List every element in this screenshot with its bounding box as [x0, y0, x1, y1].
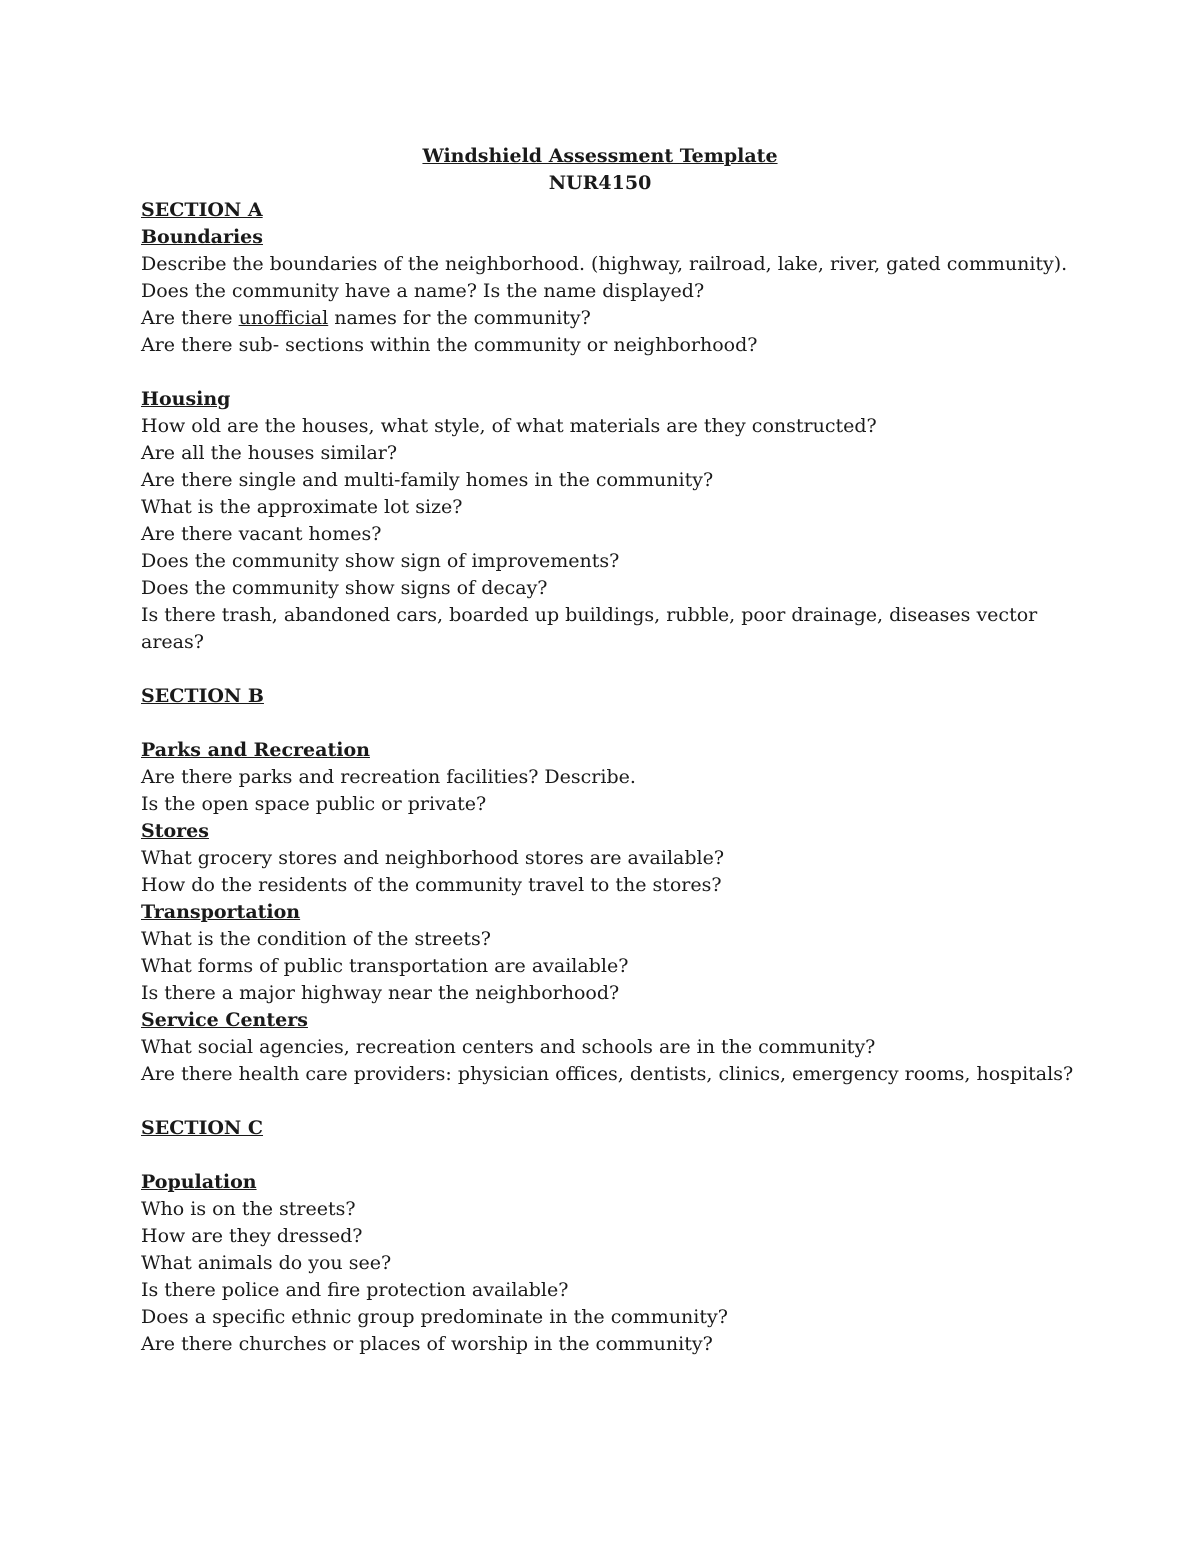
population-question: Who is on the streets? [141, 1198, 356, 1220]
document-title: Windshield Assessment Template [422, 145, 778, 167]
housing-question: Are all the houses similar? [141, 442, 398, 464]
population-heading: Population [141, 1171, 257, 1193]
housing-question: Does the community show signs of decay? [141, 577, 548, 599]
service-centers-question: Are there health care providers: physician offices, dentists, clinics, emergency rooms, hospitals? [141, 1063, 1074, 1085]
spacer [141, 656, 1061, 683]
population-question: Are there churches or places of worship in the community? [141, 1333, 713, 1355]
housing-question: Is there trash, abandoned cars, boarded up buildings, rubble, poor drainage, diseases vector areas? [141, 604, 1038, 653]
boundaries-question [141, 305, 1061, 332]
section-b-label: SECTION B [141, 685, 264, 707]
population-question: How are they dressed? [141, 1225, 363, 1247]
transportation-question: What is the condition of the streets? [141, 928, 491, 950]
question-text: names for the community? [328, 307, 591, 329]
document-header [0, 143, 1200, 197]
stores-question: What grocery stores and neighborhood stores are available? [141, 847, 725, 869]
stores-question: How do the residents of the community travel to the stores? [141, 874, 722, 896]
section-c-label: SECTION C [141, 1117, 264, 1139]
spacer [141, 1142, 1061, 1169]
housing-question: Are there single and multi-family homes in the community? [141, 469, 714, 491]
stores-heading: Stores [141, 820, 209, 842]
section-a-label: SECTION A [141, 199, 263, 221]
housing-question: How old are the houses, what style, of what materials are they constructed? [141, 415, 877, 437]
boundaries-heading: Boundaries [141, 226, 263, 248]
housing-question: What is the approximate lot size? [141, 496, 463, 518]
population-question: Is there police and fire protection available? [141, 1279, 569, 1301]
population-question: What animals do you see? [141, 1252, 392, 1274]
parks-question: Is the open space public or private? [141, 793, 487, 815]
spacer [141, 359, 1061, 386]
service-centers-heading: Service Centers [141, 1009, 308, 1031]
underlined-word: unofficial [238, 307, 329, 329]
housing-question: Does the community show sign of improvements? [141, 550, 620, 572]
boundaries-question: Are there sub- sections within the community or neighborhood? [141, 334, 758, 356]
document-body [141, 197, 1074, 1358]
spacer [141, 1088, 1061, 1115]
parks-heading: Parks and Recreation [141, 739, 370, 761]
housing-heading: Housing [141, 388, 231, 410]
course-code: NUR4150 [548, 172, 652, 194]
spacer [141, 710, 1061, 737]
parks-question: Are there parks and recreation facilities? Describe. [141, 766, 636, 788]
boundaries-question: Describe the boundaries of the neighborhood. (highway, railroad, lake, river, gated community). [141, 253, 1068, 275]
service-centers-question: What social agencies, recreation centers and schools are in the community? [141, 1036, 876, 1058]
transportation-question: What forms of public transportation are available? [141, 955, 629, 977]
question-text: Are there [141, 307, 239, 329]
transportation-heading: Transportation [141, 901, 301, 923]
population-question: Does a specific ethnic group predominate in the community? [141, 1306, 728, 1328]
boundaries-question: Does the community have a name? Is the name displayed? [141, 280, 705, 302]
housing-question: Are there vacant homes? [141, 523, 382, 545]
transportation-question: Is there a major highway near the neighborhood? [141, 982, 620, 1004]
